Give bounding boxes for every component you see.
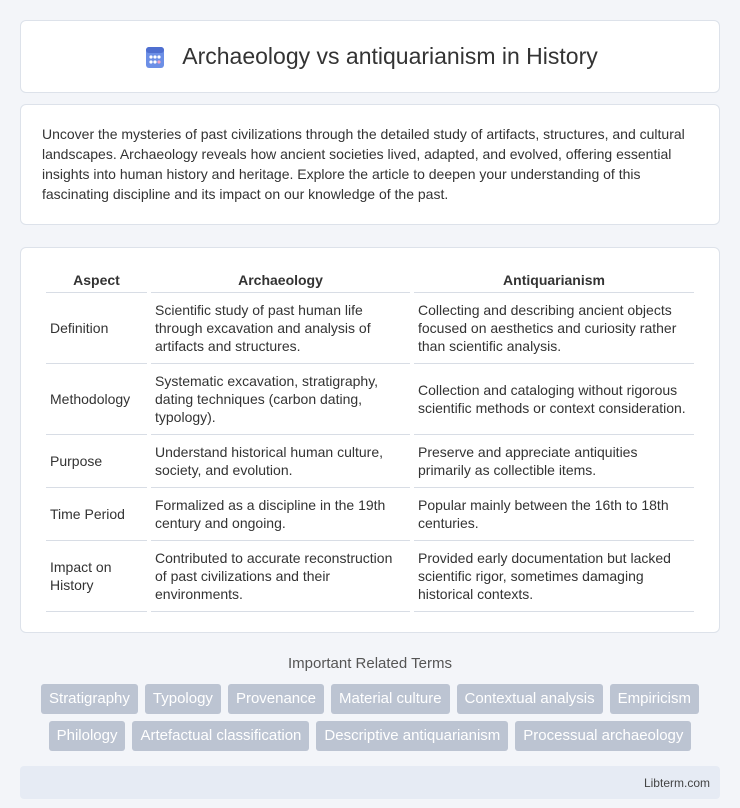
document-icon xyxy=(142,44,168,70)
table-row xyxy=(46,293,694,364)
term-tag[interactable]: Empiricism xyxy=(610,684,699,714)
table-row xyxy=(46,364,694,435)
row-antiquarianism: Preserve and appreciate antiquities primarily as collectible items. xyxy=(414,435,694,488)
header-card xyxy=(20,20,720,93)
intro-card xyxy=(20,104,720,225)
row-aspect: Methodology xyxy=(46,364,147,435)
related-terms-list xyxy=(20,684,720,751)
row-aspect: Impact on History xyxy=(46,541,147,612)
term-tag[interactable]: Philology xyxy=(49,721,126,751)
row-antiquarianism: Popular mainly between the 16th to 18th centuries. xyxy=(414,488,694,541)
term-tag[interactable]: Provenance xyxy=(228,684,324,714)
term-tag[interactable]: Typology xyxy=(145,684,221,714)
table-row xyxy=(46,435,694,488)
header-antiquarianism: Antiquarianism xyxy=(414,268,694,293)
row-aspect: Time Period xyxy=(46,488,147,541)
row-archaeology: Scientific study of past human life through excavation and analysis of artifacts and structures. xyxy=(151,293,410,364)
footer xyxy=(20,766,720,799)
row-antiquarianism: Provided early documentation but lacked scientific rigor, sometimes damaging historical contexts. xyxy=(414,541,694,612)
table-row xyxy=(46,488,694,541)
row-archaeology: Systematic excavation, stratigraphy, dating techniques (carbon dating, typology). xyxy=(151,364,410,435)
table-header-row xyxy=(46,268,694,293)
term-tag[interactable]: Artefactual classification xyxy=(132,721,309,751)
row-archaeology: Understand historical human culture, society, and evolution. xyxy=(151,435,410,488)
term-tag[interactable]: Stratigraphy xyxy=(41,684,138,714)
intro-text: Uncover the mysteries of past civilizations through the detailed study of artifacts, structures, and cultural landscapes. Archaeology reveals how ancient societies lived, adapted, and evolved, offering essential insights into human history and heritage. Explore the article to deepen your understanding of this fascinating discipline and its impact on our knowledge of the past. xyxy=(42,126,685,202)
row-archaeology: Contributed to accurate reconstruction of past civilizations and their environments. xyxy=(151,541,410,612)
footer-site-link[interactable]: Libterm.com xyxy=(643,775,710,790)
row-aspect: Purpose xyxy=(46,435,147,488)
header-aspect: Aspect xyxy=(46,268,147,293)
term-tag[interactable]: Material culture xyxy=(331,684,450,714)
term-tag[interactable]: Contextual analysis xyxy=(457,684,603,714)
term-tag[interactable]: Processual archaeology xyxy=(515,721,691,751)
row-archaeology: Formalized as a discipline in the 19th century and ongoing. xyxy=(151,488,410,541)
comparison-table-card xyxy=(20,247,720,633)
related-terms-title: Important Related Terms xyxy=(288,655,452,672)
row-antiquarianism: Collecting and describing ancient objects focused on aesthetics and curiosity rather than scientific analysis. xyxy=(414,293,694,364)
row-aspect: Definition xyxy=(46,293,147,364)
header-archaeology: Archaeology xyxy=(151,268,410,293)
page-title: Archaeology vs antiquarianism in History xyxy=(182,43,598,69)
comparison-table xyxy=(42,268,698,612)
table-row xyxy=(46,541,694,612)
term-tag[interactable]: Descriptive antiquarianism xyxy=(316,721,508,751)
row-antiquarianism: Collection and cataloging without rigorous scientific methods or context consideration. xyxy=(414,364,694,435)
